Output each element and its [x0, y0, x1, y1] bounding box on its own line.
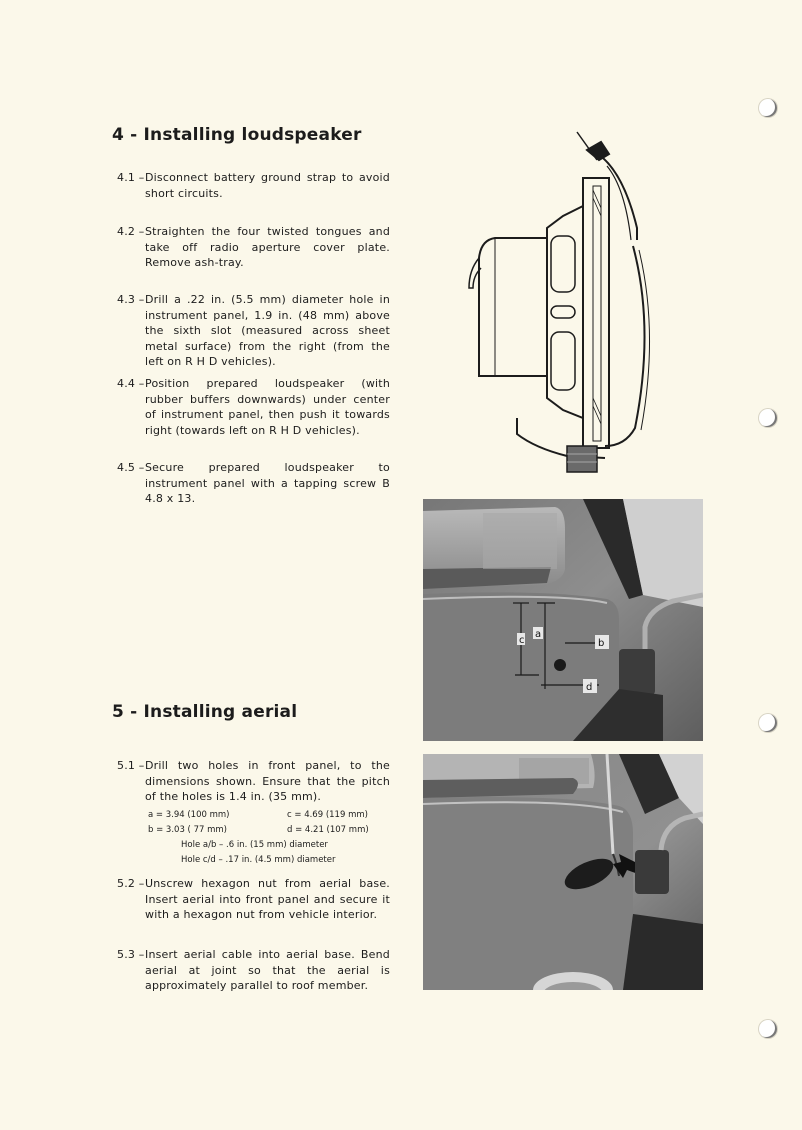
step-number: 4.2 –: [117, 225, 145, 238]
dimension-row: [148, 823, 378, 838]
step-number: 5.1 –: [117, 759, 145, 772]
dimension-value: d = 4.21 (107 mm): [287, 825, 369, 835]
step-number: 5.3 –: [117, 948, 145, 961]
dimension-value: c = 4.69 (119 mm): [287, 810, 368, 820]
aerial-dimension-photo: [423, 499, 703, 741]
step-text: Disconnect battery ground strap to avoid short circuits.: [145, 171, 390, 200]
dimension-value: b = 3.03 ( 77 mm): [148, 825, 227, 835]
dimension-value: a = 3.94 (100 mm): [148, 810, 230, 820]
step-5-3: [117, 947, 390, 994]
step-text: Unscrew hexagon nut from aerial base. Insert aerial into front panel and secure it with a hexagon nut from vehicle interior.: [145, 877, 390, 921]
dim-label-a: a: [535, 629, 542, 640]
binder-hole-3: [759, 714, 777, 732]
dim-label-c: c: [519, 635, 525, 646]
step-number: 5.2 –: [117, 877, 145, 890]
step-4-1: [117, 170, 390, 201]
dimension-row: [148, 808, 378, 823]
step-4-5: [117, 460, 390, 507]
dim-label-d: d: [586, 682, 593, 693]
step-text: Straighten the four twisted tongues and take off radio aperture cover plate. Remove ash-tray.: [145, 225, 390, 269]
hole-note-ab: Hole a/b – .6 in. (15 mm) diameter: [181, 840, 328, 850]
step-5-1: [117, 758, 390, 805]
hole-note-cd: Hole c/d – .17 in. (4.5 mm) diameter: [181, 855, 336, 865]
step-number: 4.5 –: [117, 461, 145, 474]
step-4-2: [117, 224, 390, 271]
dimension-table: [148, 808, 378, 838]
binder-hole-1: [759, 99, 777, 117]
step-number: 4.1 –: [117, 171, 145, 184]
step-text: Drill two holes in front panel, to the dimensions shown. Ensure that the pitch of the holes is 1.4 in. (35 mm).: [145, 759, 390, 803]
step-number: 4.4 –: [117, 377, 145, 390]
step-text: Drill a .22 in. (5.5 mm) diameter hole in instrument panel, 1.9 in. (48 mm) above the sixth slot (measured across sheet metal surface) from the right (from the left on R H D vehicles).: [145, 293, 390, 368]
step-text: Position prepared loudspeaker (with rubber buffers downwards) under center of instrument panel, then push it towards right (towards left on R H D vehicles).: [145, 377, 390, 437]
step-number: 4.3 –: [117, 293, 145, 306]
loudspeaker-diagram: [455, 128, 660, 488]
step-4-3: [117, 292, 390, 370]
binder-hole-2: [759, 409, 777, 427]
step-text: Secure prepared loudspeaker to instrument panel with a tapping screw B 4.8 x 13.: [145, 461, 390, 505]
section-4-title: 4 - Installing loudspeaker: [112, 125, 362, 145]
dim-label-b: b: [598, 638, 605, 649]
step-4-4: [117, 376, 390, 438]
step-text: Insert aerial cable into aerial base. Bend aerial at joint so that the aerial is approximately parallel to roof member.: [145, 948, 390, 992]
aerial-installed-photo: [423, 754, 703, 990]
binder-hole-4: [759, 1020, 777, 1038]
step-5-2: [117, 876, 390, 923]
section-5-title: 5 - Installing aerial: [112, 702, 298, 722]
